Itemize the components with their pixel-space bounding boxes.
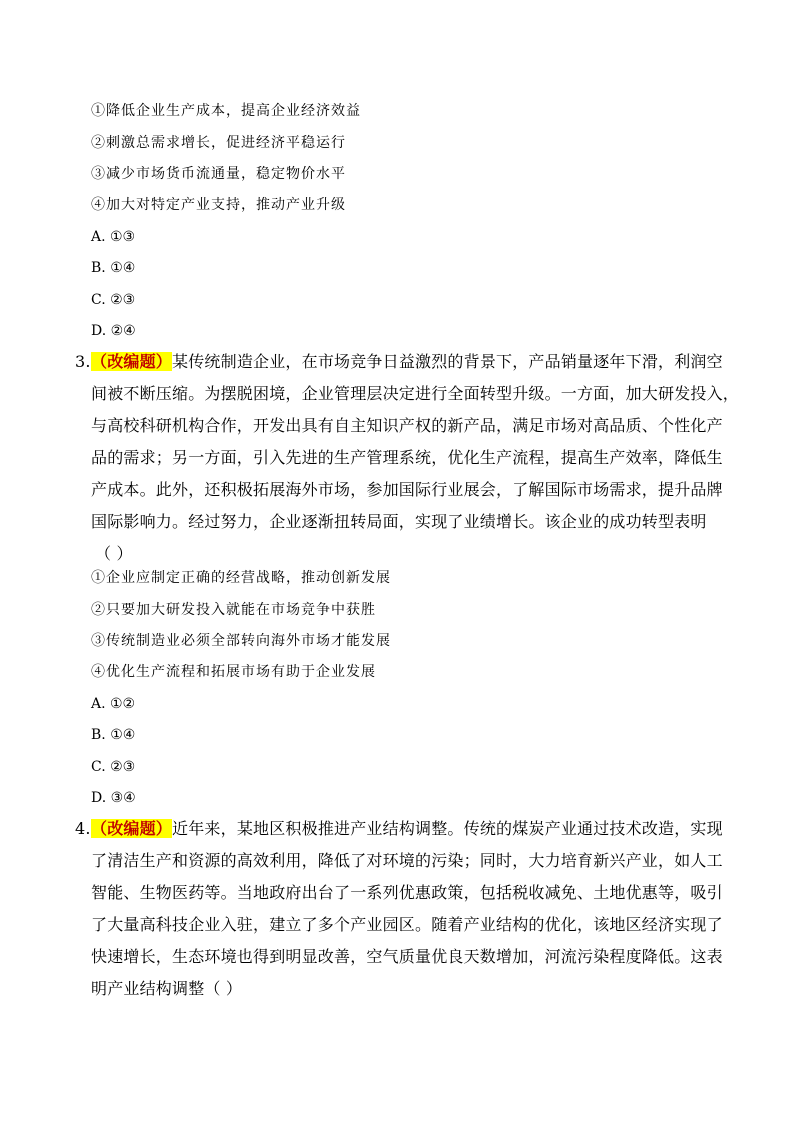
question-line: 智能、生物医药等。当地政府出台了一系列优惠政策，包括税收减免、土地优惠等，吸引: [91, 883, 723, 902]
q3-option-d: D. ③④: [91, 790, 136, 806]
q2-option-a: A. ①③: [91, 229, 136, 245]
question-number: 4.: [75, 819, 91, 838]
question-tag: （改编题）: [91, 819, 173, 838]
q2-option-d: D. ②④: [91, 323, 136, 339]
question-line: 了清洁生产和资源的高效利用，降低了对环境的污染；同时，大力培育新兴产业，如人工: [91, 851, 723, 870]
question-line: 产成本。此外，还积极拓展海外市场，参加国际行业展会，了解国际市场需求，提升品牌: [91, 480, 723, 499]
q2-statement-4: ④加大对特定产业支持，推动产业升级: [91, 197, 346, 213]
question-line: 国际影响力。经过努力，企业逐渐扭转局面，实现了业绩增长。该企业的成功转型表明: [91, 512, 707, 531]
q2-option-c: C. ②③: [91, 292, 136, 308]
q3-statement-2: ②只要加大研发投入就能在市场竞争中获胜: [91, 602, 376, 618]
answer-parentheses: （ ）: [95, 544, 133, 563]
question-line: 间被不断压缩。为摆脱困境，企业管理层决定进行全面转型升级。一方面，加大研发投入，: [91, 384, 740, 403]
question-number: 3.: [75, 352, 91, 371]
q3-statement-4: ④优化生产流程和拓展市场有助于企业发展: [91, 664, 376, 680]
question-line: 品的需求；另一方面，引入先进的生产管理系统，优化生产流程，提高生产效率，降低生: [91, 448, 723, 467]
q2-statement-2: ②刺激总需求增长，促进经济平稳运行: [91, 135, 346, 151]
question-line: 近年来，某地区积极推进产业结构调整。传统的煤炭产业通过技术改造，实现: [172, 819, 723, 838]
question-line: 某传统制造企业，在市场竞争日益激烈的背景下，产品销量逐年下滑，利润空: [172, 352, 723, 371]
q3-option-b: B. ①④: [91, 727, 136, 743]
question-line: 明产业结构调整（ ）: [91, 979, 243, 998]
q2-statement-3: ③减少市场货币流通量，稳定物价水平: [91, 166, 346, 182]
q3-statement-1: ①企业应制定正确的经营战略，推动创新发展: [91, 570, 391, 586]
q2-statement-1: ①降低企业生产成本，提高企业经济效益: [91, 103, 361, 119]
q2-option-b: B. ①④: [91, 260, 136, 276]
question-line: 了大量高科技企业入驻，建立了多个产业园区。随着产业结构的优化，该地区经济实现了: [91, 915, 723, 934]
q3-statement-3: ③传统制造业必须全部转向海外市场才能发展: [91, 633, 391, 649]
question-line: 与高校科研机构合作，开发出具有自主知识产权的新产品，满足市场对高品质、个性化产: [91, 416, 723, 435]
q3-option-a: A. ①②: [91, 696, 136, 712]
question-line: 快速增长，生态环境也得到明显改善，空气质量优良天数增加，河流污染程度降低。这表: [91, 947, 723, 966]
question-3: [75, 346, 740, 570]
q3-option-c: C. ②③: [91, 759, 136, 775]
question-tag: （改编题）: [91, 352, 173, 371]
question-4: [75, 813, 735, 1005]
